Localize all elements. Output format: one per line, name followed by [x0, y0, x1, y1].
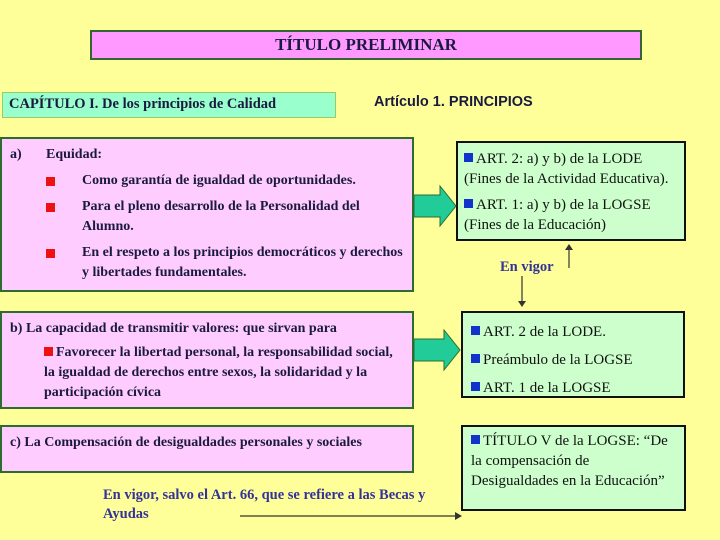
reference-text: ART. 2: a) y b) de la LODE (Fines de la Actividad Educativa). [464, 151, 669, 187]
bullet-text: Para el pleno desarrollo de la Personalidad del Alumno. [82, 199, 360, 234]
list-item [46, 197, 404, 237]
reference-text: ART. 2 de la LODE. [483, 324, 606, 340]
block-arrow-right-icon [414, 186, 458, 226]
list-item [471, 431, 676, 491]
arrow-up-icon [564, 244, 574, 268]
en-vigor-salvo-note: En vigor, salvo el Art. 66, que se refiere a las Becas y Ayudas [103, 487, 426, 522]
blue-square-bullet-icon [471, 354, 480, 363]
reference-box-1 [456, 141, 686, 241]
blue-square-bullet-icon [471, 435, 480, 444]
bullet-text: Favorecer la libertad personal, la responsabilidad social, la igualdad de derechos entre sexos, la solidaridad y la participación cívica [44, 345, 393, 400]
red-square-bullet-icon [46, 249, 55, 258]
red-square-bullet-icon [44, 347, 53, 356]
title-text: TÍTULO PRELIMINAR [275, 35, 457, 54]
reference-box-3 [461, 425, 686, 511]
principle-a-label: a) [10, 147, 22, 162]
reference-text: ART. 1: a) y b) de la LOGSE (Fines de la Educación) [464, 197, 651, 233]
list-item [46, 171, 404, 191]
reference-box-2 [461, 311, 685, 398]
list-item [471, 322, 675, 342]
reference-text: ART. 1 de la LOGSE [483, 380, 611, 396]
list-item [44, 343, 404, 403]
chapter-text: CAPÍTULO I. De los principios de Calidad [9, 96, 277, 112]
bullet-text: En el respeto a los principios democráticos y derechos y libertades fundamentales. [82, 245, 403, 280]
principle-c-text: c) La Compensación de desigualdades personales y sociales [10, 435, 362, 450]
article-heading: Artículo 1. PRINCIPIOS [374, 94, 533, 110]
arrow-right-icon [240, 511, 464, 521]
block-arrow-right-icon [414, 330, 462, 370]
principle-b-box [0, 311, 414, 409]
title-banner [90, 30, 642, 60]
blue-square-bullet-icon [464, 199, 473, 208]
list-item [471, 378, 675, 398]
list-item [464, 195, 678, 235]
reference-text: Preámbulo de la LOGSE [483, 352, 633, 368]
bullet-text: Como garantía de igualdad de oportunidades. [82, 173, 356, 188]
blue-square-bullet-icon [471, 382, 480, 391]
principle-b-heading: b) La capacidad de transmitir valores: que sirvan para [10, 321, 337, 336]
reference-text: TÍTULO V de la LOGSE: “De la compensación de Desigualdades en la Educación” [471, 433, 668, 489]
list-item [471, 350, 675, 370]
list-item [46, 243, 404, 283]
en-vigor-note: En vigor [500, 259, 554, 275]
arrow-down-icon [517, 276, 527, 308]
chapter-banner [2, 92, 336, 118]
principle-c-box [0, 425, 414, 473]
blue-square-bullet-icon [464, 153, 473, 162]
principle-a-box [0, 137, 414, 292]
red-square-bullet-icon [46, 203, 55, 212]
principle-a-heading: Equidad: [46, 147, 103, 162]
blue-square-bullet-icon [471, 326, 480, 335]
red-square-bullet-icon [46, 177, 55, 186]
list-item [464, 149, 678, 189]
